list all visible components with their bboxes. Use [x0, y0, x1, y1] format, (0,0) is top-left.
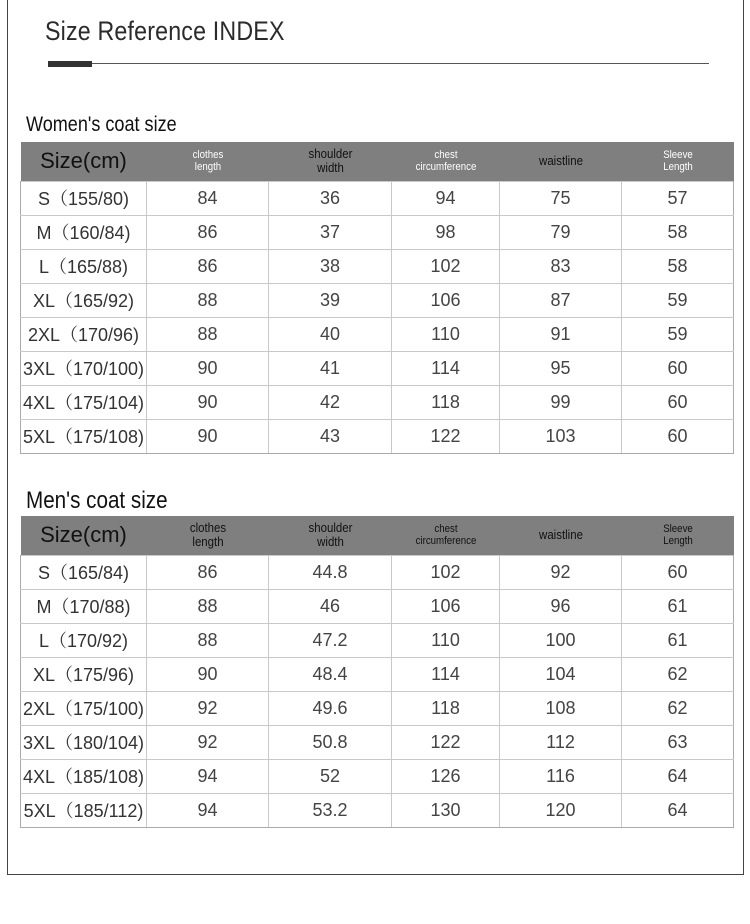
cell-clothes-length: 86 [147, 555, 269, 589]
header-label: clothes [192, 149, 223, 162]
table-row [21, 283, 734, 317]
header-shoulder-width [269, 142, 392, 181]
cell-clothes-length: 90 [147, 657, 269, 691]
header-label: Length [662, 535, 693, 548]
cell-waistline: 95 [500, 351, 622, 385]
header-size: Size(cm) [40, 522, 127, 548]
cell-clothes-length: 88 [147, 623, 269, 657]
table-row [21, 317, 734, 351]
cell-size: 5XL（185/112) [21, 793, 147, 827]
cell-shoulder-width: 48.4 [269, 657, 392, 691]
cell-shoulder-width: 39 [269, 283, 392, 317]
cell-clothes-length: 86 [147, 215, 269, 249]
table-row [21, 555, 734, 589]
cell-shoulder-width: 50.8 [269, 725, 392, 759]
cell-shoulder-width: 40 [269, 317, 392, 351]
header-label: chest [433, 149, 458, 162]
cell-chest-circumference: 118 [392, 385, 500, 419]
cell-chest-circumference: 118 [392, 691, 500, 725]
table-row [21, 249, 734, 283]
table-row [21, 181, 734, 215]
cell-shoulder-width: 36 [269, 181, 392, 215]
men-section-title: Men's coat size [26, 487, 168, 514]
cell-sleeve-length: 60 [622, 419, 734, 453]
cell-waistline: 112 [500, 725, 622, 759]
header-label: Sleeve [662, 523, 693, 536]
cell-sleeve-length: 60 [622, 555, 734, 589]
table-row [21, 623, 734, 657]
cell-size: XL（175/96) [21, 657, 147, 691]
cell-clothes-length: 92 [147, 725, 269, 759]
cell-sleeve-length: 64 [622, 759, 734, 793]
cell-size: 2XL（170/96) [21, 317, 147, 351]
header-chest-circumference [392, 516, 500, 555]
page-title: Size Reference INDEX [45, 16, 285, 46]
cell-size: 3XL（170/100) [21, 351, 147, 385]
cell-size: M（170/88) [21, 589, 147, 623]
cell-chest-circumference: 122 [392, 419, 500, 453]
cell-shoulder-width: 43 [269, 419, 392, 453]
cell-clothes-length: 90 [147, 351, 269, 385]
cell-sleeve-length: 62 [622, 657, 734, 691]
header-clothes-length [147, 142, 269, 181]
cell-waistline: 96 [500, 589, 622, 623]
header-chest-circumference [392, 142, 500, 181]
cell-sleeve-length: 59 [622, 317, 734, 351]
cell-sleeve-length: 60 [622, 385, 734, 419]
cell-clothes-length: 90 [147, 385, 269, 419]
cell-shoulder-width: 42 [269, 385, 392, 419]
men-size-table [20, 516, 734, 828]
cell-shoulder-width: 46 [269, 589, 392, 623]
cell-sleeve-length: 60 [622, 351, 734, 385]
cell-clothes-length: 94 [147, 759, 269, 793]
header-label: clothes [189, 519, 226, 535]
cell-chest-circumference: 122 [392, 725, 500, 759]
header-label: width [316, 534, 344, 550]
women-size-table [20, 142, 734, 454]
cell-chest-circumference: 114 [392, 351, 500, 385]
cell-clothes-length: 88 [147, 317, 269, 351]
cell-clothes-length: 88 [147, 283, 269, 317]
table-header-row [21, 516, 734, 555]
cell-waistline: 120 [500, 793, 622, 827]
cell-clothes-length: 92 [147, 691, 269, 725]
cell-waistline: 79 [500, 215, 622, 249]
table-header-row [21, 142, 734, 181]
cell-sleeve-length: 61 [622, 623, 734, 657]
header-waistline [500, 142, 622, 181]
header-sleeve-length [622, 516, 734, 555]
cell-chest-circumference: 110 [392, 623, 500, 657]
header-label: shoulder [308, 145, 352, 161]
cell-size: 5XL（175/108) [21, 419, 147, 453]
table-row [21, 215, 734, 249]
header-label: circumference [415, 161, 476, 174]
men-table-body [21, 555, 734, 827]
cell-sleeve-length: 61 [622, 589, 734, 623]
cell-waistline: 108 [500, 691, 622, 725]
cell-waistline: 103 [500, 419, 622, 453]
header-label: waistline [538, 527, 583, 543]
cell-sleeve-length: 62 [622, 691, 734, 725]
header-label: circumference [415, 535, 476, 548]
cell-waistline: 99 [500, 385, 622, 419]
cell-clothes-length: 84 [147, 181, 269, 215]
table-row [21, 725, 734, 759]
cell-clothes-length: 90 [147, 419, 269, 453]
cell-size: L（165/88) [21, 249, 147, 283]
cell-shoulder-width: 47.2 [269, 623, 392, 657]
cell-sleeve-length: 63 [622, 725, 734, 759]
header-label: chest [433, 523, 458, 536]
cell-shoulder-width: 49.6 [269, 691, 392, 725]
cell-size: 4XL（185/108) [21, 759, 147, 793]
header-shoulder-width [269, 516, 392, 555]
table-row [21, 385, 734, 419]
header-label: waistline [538, 153, 583, 169]
header-waistline [500, 516, 622, 555]
cell-chest-circumference: 114 [392, 657, 500, 691]
cell-chest-circumference: 102 [392, 555, 500, 589]
header-size: Size(cm) [40, 148, 127, 174]
cell-size: 3XL（180/104) [21, 725, 147, 759]
cell-chest-circumference: 102 [392, 249, 500, 283]
cell-chest-circumference: 106 [392, 589, 500, 623]
cell-chest-circumference: 126 [392, 759, 500, 793]
cell-chest-circumference: 130 [392, 793, 500, 827]
cell-size: L（170/92) [21, 623, 147, 657]
cell-clothes-length: 88 [147, 589, 269, 623]
cell-clothes-length: 94 [147, 793, 269, 827]
table-row [21, 419, 734, 453]
cell-size: M（160/84) [21, 215, 147, 249]
header-label: length [194, 161, 221, 174]
cell-clothes-length: 86 [147, 249, 269, 283]
cell-chest-circumference: 94 [392, 181, 500, 215]
cell-shoulder-width: 52 [269, 759, 392, 793]
cell-size: S（165/84) [21, 555, 147, 589]
table-row [21, 351, 734, 385]
cell-sleeve-length: 58 [622, 215, 734, 249]
cell-waistline: 83 [500, 249, 622, 283]
header-label: shoulder [308, 519, 352, 535]
cell-sleeve-length: 59 [622, 283, 734, 317]
table-row [21, 589, 734, 623]
header-label: Length [662, 161, 693, 174]
cell-sleeve-length: 64 [622, 793, 734, 827]
cell-waistline: 92 [500, 555, 622, 589]
cell-waistline: 100 [500, 623, 622, 657]
cell-waistline: 104 [500, 657, 622, 691]
header-label: length [191, 534, 224, 550]
cell-sleeve-length: 57 [622, 181, 734, 215]
header-sleeve-length [622, 142, 734, 181]
table-row [21, 793, 734, 827]
cell-size: 2XL（175/100) [21, 691, 147, 725]
cell-waistline: 75 [500, 181, 622, 215]
cell-shoulder-width: 37 [269, 215, 392, 249]
cell-chest-circumference: 98 [392, 215, 500, 249]
cell-shoulder-width: 53.2 [269, 793, 392, 827]
title-divider [48, 63, 709, 64]
cell-shoulder-width: 38 [269, 249, 392, 283]
header-clothes-length [147, 516, 269, 555]
table-row [21, 691, 734, 725]
women-table-body [21, 181, 734, 453]
cell-shoulder-width: 44.8 [269, 555, 392, 589]
cell-size: XL（165/92) [21, 283, 147, 317]
cell-chest-circumference: 110 [392, 317, 500, 351]
cell-sleeve-length: 58 [622, 249, 734, 283]
table-row [21, 657, 734, 691]
cell-waistline: 87 [500, 283, 622, 317]
title-accent-bar [48, 61, 92, 67]
table-row [21, 759, 734, 793]
header-label: Sleeve [662, 149, 693, 162]
women-section-title: Women's coat size [26, 113, 177, 136]
cell-size: S（155/80) [21, 181, 147, 215]
header-label: width [316, 160, 344, 176]
cell-size: 4XL（175/104) [21, 385, 147, 419]
cell-shoulder-width: 41 [269, 351, 392, 385]
cell-chest-circumference: 106 [392, 283, 500, 317]
cell-waistline: 91 [500, 317, 622, 351]
cell-waistline: 116 [500, 759, 622, 793]
